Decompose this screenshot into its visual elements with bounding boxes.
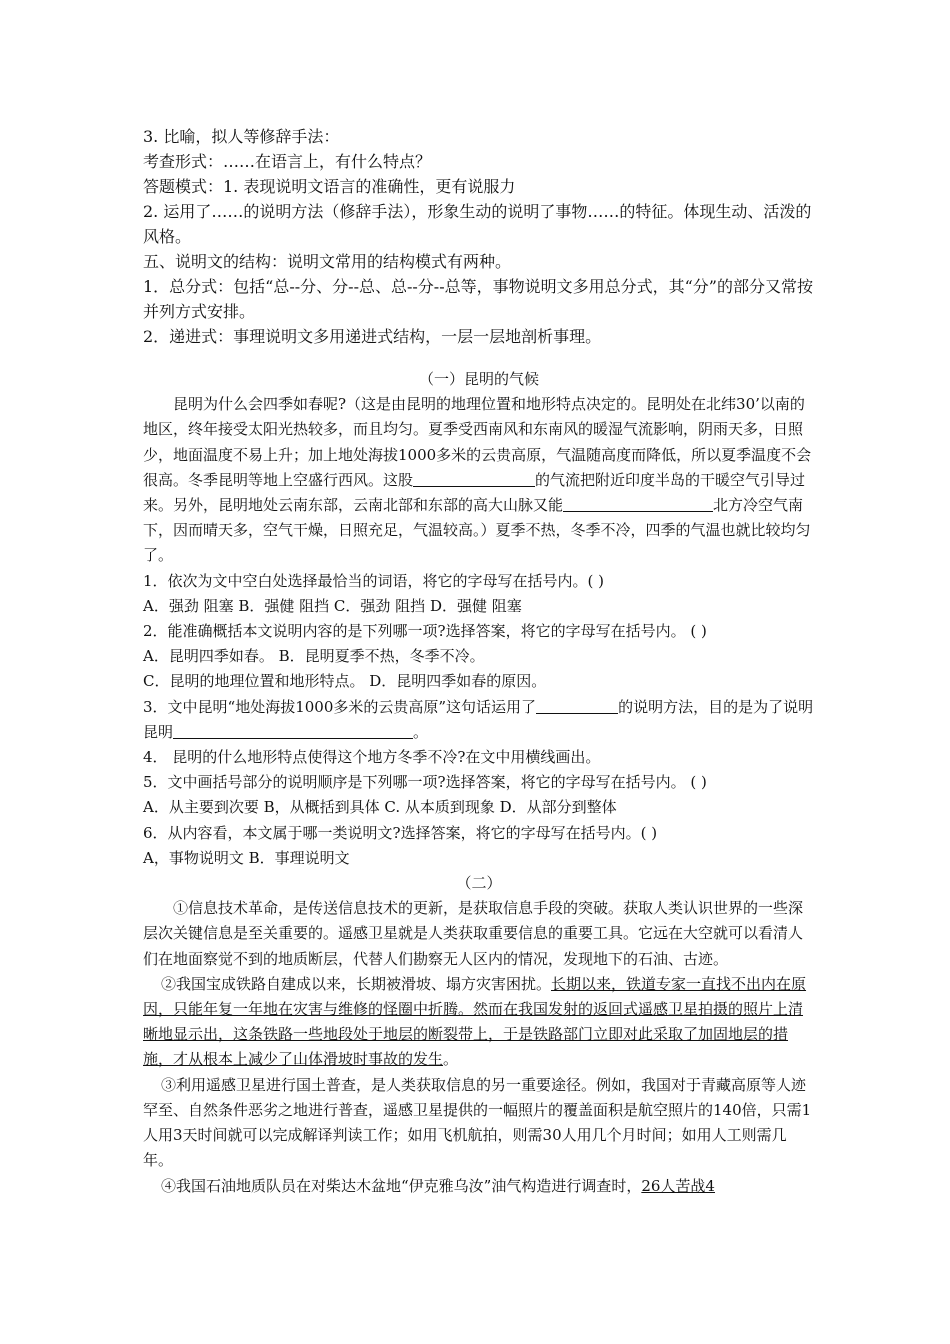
- question-1-options: A．强劲 阻塞 B．强健 阻挡 C．强劲 阻挡 D．强健 阻塞: [143, 596, 522, 615]
- passage-text: 昆明为什么会四季如春呢?（这是由昆明的地理位置和地形特点决定的。昆明处在北纬30’以南的地区，终年接受太阳光热较多，而且均匀。夏季受西南风和东南风的暖湿气流影响，阴雨天多，日照少，地面温度不易上升；加上地处海拔1000多米的云贵高原，气温随高度而降低，所以夏季温度不会很高。冬季昆明等地上空盛行西风。这股: [143, 395, 812, 489]
- passage-paragraph: [143, 1174, 815, 1199]
- question-2: 2．能准确概括本文说明内容的是下列哪一项?选择答案，将它的字母写在括号内。 ( ): [143, 622, 707, 641]
- passage-text: ④我国石油地质队员在对柴达木盆地“伊克雅乌汝”油气构造进行调查时，: [161, 1176, 642, 1195]
- intro-line: 答题模式：1. 表现说明文语言的准确性，更有说服力: [143, 177, 516, 196]
- passage-text: 的气流把附近印度半岛的干暖空气引导过来。另外，昆明地处云南东部，云南北部和东部的高大山脉又能: [143, 470, 806, 515]
- reading-section-1: [143, 367, 815, 871]
- document-page: [143, 124, 815, 1199]
- question-5-options: A．从主要到次要 B，从概括到具体 C. 从本质到现象 D．从部分到整体: [143, 798, 617, 817]
- question-5: 5．文中画括号部分的说明顺序是下列哪一项?选择答案，将它的字母写在括号内。 ( ): [143, 773, 707, 792]
- question-text: 3．文中昆明“地处海拔1000多米的云贵高原”这句话运用了: [143, 697, 537, 716]
- passage-text: 。: [443, 1050, 459, 1069]
- intro-line: 2. 运用了……的说明方法（修辞手法），形象生动的说明了事物……的特征。体现生动、活泼的风格。: [143, 202, 812, 246]
- section-title: （一）昆明的气候: [418, 370, 539, 388]
- underlined-text: 长期以来，铁道专家一直找不出内在原因，只能年复一年地在灾害与维修的怪圈中折腾。然而在我国发射的返回式遥感卫星拍摄的照片上清晰地显示出，这条铁路一些地段处于地层的断裂带上，于是铁路部门立即对此采取了加固地层的措施，才从根本上减少了山体滑坡时事故的发生: [143, 974, 807, 1069]
- section-title: （二）: [456, 874, 502, 893]
- passage-paragraph: [143, 392, 815, 568]
- question-text: 。: [413, 722, 429, 741]
- passage-text: ②我国宝成铁路自建成以来，长期被滑坡、塌方灾害困扰。: [161, 974, 552, 993]
- fill-blank[interactable]: [413, 471, 535, 487]
- fill-blank[interactable]: [563, 496, 713, 512]
- passage-paragraph: ①信息技术革命，是传送信息技术的更新，是获取信息手段的突破。获取人类认识世界的一些深层次关键信息是至关重要的。遥感卫星就是人类获取重要信息的重要工具。它远在大空就可以看清人们在地面察觉不到的地质断层，代替人们勘察无人区内的情况，发现地下的石油、古迹。: [143, 899, 804, 968]
- question-text: 的说明方法，目的是为了说明昆明: [143, 697, 814, 741]
- passage-text: 北方冷空气南下，因而晴天多，空气干燥，日照充足，气温较高。）夏季不热，冬季不冷，四季的气温也就比较均匀了。: [143, 496, 811, 565]
- intro-line: 3. 比喻，拟人等修辞手法：: [143, 127, 340, 146]
- intro-line: 五、说明文的结构：说明文常用的结构模式有两种。: [143, 252, 512, 271]
- question-2-options: A．昆明四季如春。 B．昆明夏季不热，冬季不冷。: [143, 647, 485, 666]
- passage-paragraph: [143, 972, 815, 1073]
- question-2-options: C．昆明的地理位置和地形特点。 D．昆明四季如春的原因。: [143, 672, 547, 691]
- question-4: 4． 昆明的什么地形特点使得这个地方冬季不冷?在文中用横线画出。: [143, 748, 601, 767]
- question-1: 1．依次为文中空白处选择最恰当的词语，将它的字母写在括号内。( ): [143, 571, 605, 590]
- question-6-options: A，事物说明文 B．事理说明文: [143, 848, 350, 867]
- question-3: [143, 695, 815, 745]
- intro-section: [143, 124, 815, 349]
- intro-line: 2．递进式：事理说明文多用递进式结构，一层一层地剖析事理。: [143, 327, 602, 346]
- reading-section-2: [143, 871, 815, 1199]
- answer-blank[interactable]: [536, 698, 618, 714]
- question-6: 6．从内容看，本文属于哪一类说明文?选择答案，将它的字母写在括号内。( ): [143, 823, 658, 842]
- intro-line: 1．总分式：包括“总--分、分--总、总--分--总等，事物说明文多用总分式，其“分”的部分又常按并列方式安排。: [143, 277, 813, 321]
- answer-blank[interactable]: [173, 723, 413, 739]
- underlined-text: 26人苦战4: [641, 1176, 715, 1195]
- passage-paragraph: ③利用遥感卫星进行国土普查，是人类获取信息的另一重要途径。例如，我国对于青藏高原等人迹罕至、自然条件恶劣之地进行普查，遥感卫星提供的一幅照片的覆盖面积是航空照片的140倍，只需1人用3天时间就可以完成解译判读工作；如用飞机航拍，则需30人用几个月时间；如用人工则需几年。: [143, 1075, 812, 1170]
- intro-line: 考查形式：……在语言上，有什么特点？: [143, 152, 432, 171]
